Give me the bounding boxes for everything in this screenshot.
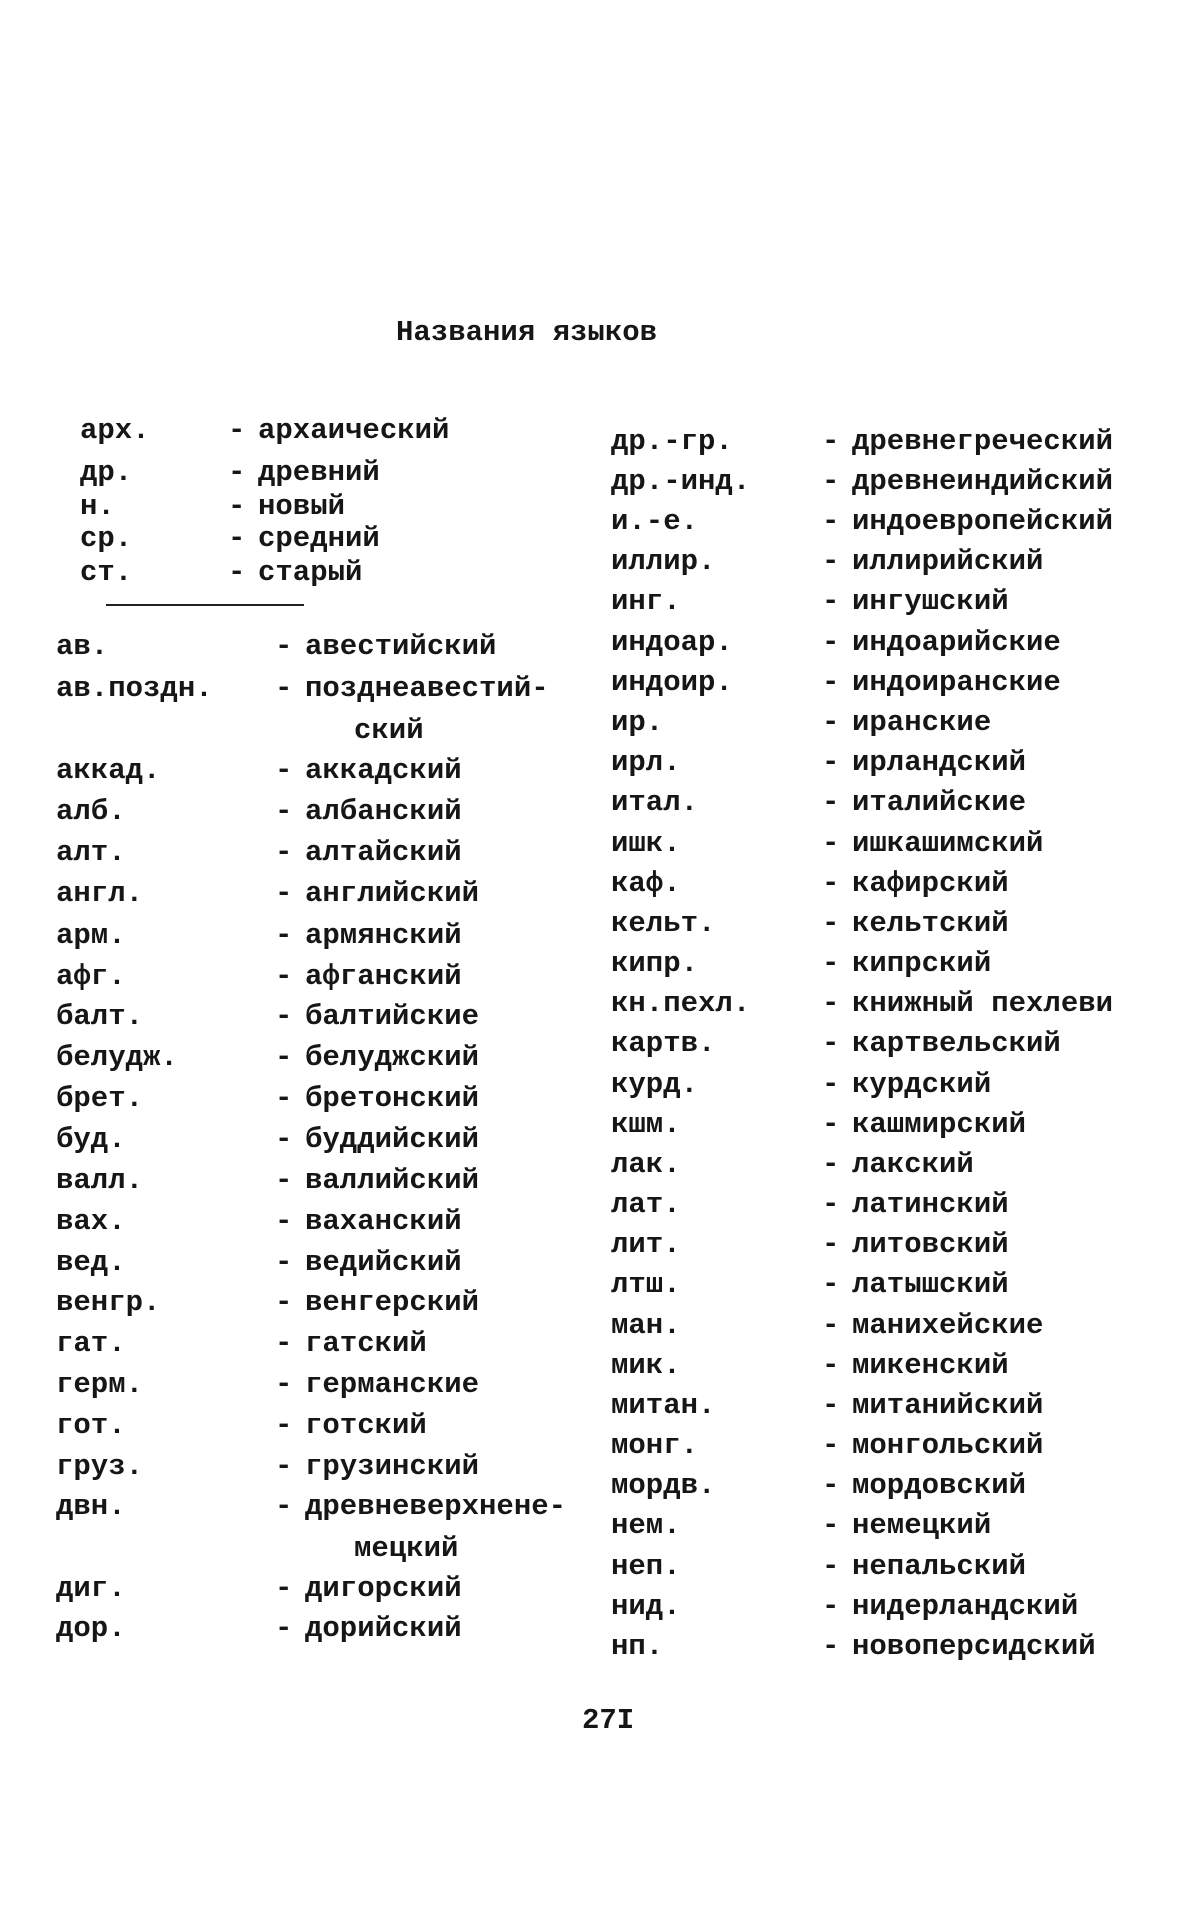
entry-dash: - (822, 1550, 840, 1583)
entry-abbreviation: ишк. (611, 827, 681, 860)
entry-abbreviation: валл. (56, 1164, 144, 1197)
entry-meaning: непальский (852, 1550, 1027, 1583)
entry-meaning: новоперсидский (852, 1630, 1096, 1663)
entry-meaning: дорийский (305, 1612, 462, 1645)
entry-abbreviation: буд. (56, 1123, 126, 1156)
entry-meaning: литовский (852, 1228, 1009, 1261)
page-number: 27I (582, 1704, 635, 1737)
entry-abbreviation: индоир. (611, 666, 733, 699)
entry-dash: - (822, 1309, 840, 1342)
entry-meaning: архаический (258, 414, 450, 447)
entry-dash: - (822, 1429, 840, 1462)
entry-abbreviation: арм. (56, 919, 126, 952)
entry-dash: - (275, 919, 293, 952)
entry-abbreviation: арх. (80, 414, 150, 447)
entry-meaning: буддийский (305, 1123, 480, 1156)
entry-abbreviation: картв. (611, 1027, 716, 1060)
entry-meaning: ваханский (305, 1205, 462, 1238)
entry-abbreviation: лтш. (611, 1268, 681, 1301)
entry-dash: - (275, 1041, 293, 1074)
entry-abbreviation: и.-е. (611, 505, 699, 538)
entry-dash: - (822, 1630, 840, 1663)
entry-meaning: ведийский (305, 1246, 462, 1279)
entry-dash: - (228, 490, 246, 523)
entry-abbreviation: мордв. (611, 1469, 716, 1502)
entry-dash: - (275, 1082, 293, 1115)
entry-meaning: балтийские (305, 1000, 480, 1033)
entry-dash: - (822, 786, 840, 819)
entry-meaning: грузинский (305, 1450, 480, 1483)
entry-dash: - (275, 795, 293, 828)
entry-dash: - (822, 867, 840, 900)
entry-meaning-continuation: ский (354, 714, 424, 747)
entry-abbreviation: ав.поздн. (56, 672, 213, 705)
entry-abbreviation: курд. (611, 1068, 699, 1101)
page-title: Названия языков (396, 316, 658, 349)
entry-abbreviation: ир. (611, 706, 664, 739)
entry-dash: - (822, 1268, 840, 1301)
entry-dash: - (822, 746, 840, 779)
entry-dash: - (275, 1123, 293, 1156)
entry-abbreviation: каф. (611, 867, 681, 900)
entry-meaning: древнеиндийский (852, 465, 1114, 498)
entry-dash: - (275, 1572, 293, 1605)
entry-abbreviation: афг. (56, 960, 126, 993)
entry-abbreviation: нид. (611, 1590, 681, 1623)
entry-abbreviation: неп. (611, 1550, 681, 1583)
entry-meaning: нидерландский (852, 1590, 1079, 1623)
entry-abbreviation: дор. (56, 1612, 126, 1645)
entry-meaning: ирландский (852, 746, 1027, 779)
entry-dash: - (275, 754, 293, 787)
entry-abbreviation: нп. (611, 1630, 664, 1663)
entry-meaning: древнегреческий (852, 425, 1114, 458)
entry-abbreviation: алт. (56, 836, 126, 869)
entry-meaning: индоиранские (852, 666, 1061, 699)
entry-abbreviation: брет. (56, 1082, 144, 1115)
entry-abbreviation: англ. (56, 877, 144, 910)
entry-dash: - (228, 556, 246, 589)
entry-dash: - (822, 1509, 840, 1542)
entry-meaning: древневерхнене- (305, 1490, 567, 1523)
entry-dash: - (275, 1205, 293, 1238)
entry-meaning: белуджский (305, 1041, 480, 1074)
divider-line (106, 604, 304, 606)
entry-meaning: латышский (852, 1268, 1009, 1301)
entry-dash: - (275, 1164, 293, 1197)
entry-abbreviation: герм. (56, 1368, 144, 1401)
entry-abbreviation: кшм. (611, 1108, 681, 1141)
entry-meaning: митанийский (852, 1389, 1044, 1422)
entry-abbreviation: митан. (611, 1389, 716, 1422)
entry-dash: - (822, 545, 840, 578)
entry-abbreviation: гот. (56, 1409, 126, 1442)
entry-meaning: манихейские (852, 1309, 1044, 1342)
entry-dash: - (275, 1409, 293, 1442)
entry-abbreviation: кн.пехл. (611, 987, 751, 1020)
entry-dash: - (822, 465, 840, 498)
entry-meaning: картвельский (852, 1027, 1061, 1060)
entry-dash: - (822, 1108, 840, 1141)
entry-abbreviation: мик. (611, 1349, 681, 1382)
entry-abbreviation: ст. (80, 556, 133, 589)
entry-meaning: ингушский (852, 585, 1009, 618)
entry-dash: - (275, 1490, 293, 1523)
entry-meaning: гатский (305, 1327, 427, 1360)
entry-meaning: индоарийские (852, 626, 1061, 659)
entry-dash: - (275, 1368, 293, 1401)
entry-meaning: курдский (852, 1068, 992, 1101)
entry-meaning: монгольский (852, 1429, 1044, 1462)
entry-meaning: иранские (852, 706, 992, 739)
entry-abbreviation: груз. (56, 1450, 144, 1483)
entry-meaning: иллирийский (852, 545, 1044, 578)
entry-abbreviation: итал. (611, 786, 699, 819)
entry-meaning: аккадский (305, 754, 462, 787)
entry-meaning: индоевропейский (852, 505, 1114, 538)
entry-dash: - (822, 425, 840, 458)
entry-dash: - (822, 987, 840, 1020)
entry-meaning: алтайский (305, 836, 462, 869)
entry-abbreviation: лит. (611, 1228, 681, 1261)
entry-abbreviation: др.-гр. (611, 425, 733, 458)
entry-abbreviation: белудж. (56, 1041, 178, 1074)
entry-dash: - (275, 1612, 293, 1645)
entry-dash: - (228, 456, 246, 489)
entry-abbreviation: кельт. (611, 907, 716, 940)
entry-abbreviation: ав. (56, 630, 109, 663)
entry-abbreviation: ман. (611, 1309, 681, 1342)
entry-abbreviation: инг. (611, 585, 681, 618)
entry-dash: - (822, 505, 840, 538)
entry-dash: - (822, 1228, 840, 1261)
entry-abbreviation: диг. (56, 1572, 126, 1605)
entry-abbreviation: ирл. (611, 746, 681, 779)
entry-meaning: дигорский (305, 1572, 462, 1605)
entry-meaning: авестийский (305, 630, 497, 663)
entry-meaning: германские (305, 1368, 480, 1401)
entry-meaning: кафирский (852, 867, 1009, 900)
entry-meaning: новый (258, 490, 346, 523)
entry-dash: - (822, 1590, 840, 1623)
entry-meaning: валлийский (305, 1164, 480, 1197)
entry-dash: - (822, 1068, 840, 1101)
entry-abbreviation: кипр. (611, 947, 699, 980)
entry-meaning: кельтский (852, 907, 1009, 940)
entry-dash: - (822, 666, 840, 699)
entry-abbreviation: н. (80, 490, 115, 523)
entry-meaning: позднеавестий- (305, 672, 549, 705)
entry-dash: - (822, 1349, 840, 1382)
entry-meaning: старый (258, 556, 363, 589)
entry-abbreviation: венгр. (56, 1286, 161, 1319)
entry-dash: - (228, 522, 246, 555)
entry-meaning: ишкашимский (852, 827, 1044, 860)
entry-meaning: микенский (852, 1349, 1009, 1382)
entry-dash: - (822, 626, 840, 659)
entry-meaning: бретонский (305, 1082, 480, 1115)
entry-abbreviation: вед. (56, 1246, 126, 1279)
entry-abbreviation: вах. (56, 1205, 126, 1238)
entry-dash: - (275, 1286, 293, 1319)
entry-meaning: древний (258, 456, 380, 489)
entry-abbreviation: ср. (80, 522, 133, 555)
entry-dash: - (275, 630, 293, 663)
entry-abbreviation: лат. (611, 1188, 681, 1221)
entry-dash: - (275, 877, 293, 910)
entry-meaning: кипрский (852, 947, 992, 980)
entry-dash: - (822, 1188, 840, 1221)
entry-dash: - (822, 585, 840, 618)
entry-meaning-continuation: мецкий (354, 1532, 459, 1565)
entry-dash: - (822, 827, 840, 860)
entry-meaning: средний (258, 522, 380, 555)
entry-meaning: афганский (305, 960, 462, 993)
entry-meaning: италийские (852, 786, 1027, 819)
entry-dash: - (275, 1246, 293, 1279)
entry-meaning: готский (305, 1409, 427, 1442)
entry-meaning: латинский (852, 1188, 1009, 1221)
entry-dash: - (228, 414, 246, 447)
entry-abbreviation: нем. (611, 1509, 681, 1542)
entry-dash: - (822, 907, 840, 940)
entry-meaning: албанский (305, 795, 462, 828)
entry-abbreviation: алб. (56, 795, 126, 828)
entry-dash: - (275, 960, 293, 993)
entry-abbreviation: лак. (611, 1148, 681, 1181)
entry-abbreviation: балт. (56, 1000, 144, 1033)
entry-meaning: английский (305, 877, 480, 910)
entry-dash: - (275, 1327, 293, 1360)
entry-abbreviation: монг. (611, 1429, 699, 1462)
entry-meaning: немецкий (852, 1509, 992, 1542)
entry-abbreviation: двн. (56, 1490, 126, 1523)
entry-meaning: армянский (305, 919, 462, 952)
entry-dash: - (822, 1148, 840, 1181)
entry-abbreviation: гат. (56, 1327, 126, 1360)
entry-dash: - (822, 706, 840, 739)
entry-dash: - (275, 1450, 293, 1483)
entry-meaning: кашмирский (852, 1108, 1027, 1141)
entry-dash: - (822, 947, 840, 980)
entry-dash: - (822, 1027, 840, 1060)
entry-dash: - (822, 1469, 840, 1502)
entry-abbreviation: др. (80, 456, 133, 489)
entry-abbreviation: аккад. (56, 754, 161, 787)
entry-dash: - (275, 836, 293, 869)
entry-meaning: венгерский (305, 1286, 480, 1319)
entry-abbreviation: индоар. (611, 626, 733, 659)
entry-meaning: книжный пехлеви (852, 987, 1114, 1020)
entry-abbreviation: др.-инд. (611, 465, 751, 498)
entry-dash: - (275, 1000, 293, 1033)
entry-dash: - (822, 1389, 840, 1422)
entry-meaning: мордовский (852, 1469, 1027, 1502)
entry-abbreviation: иллир. (611, 545, 716, 578)
entry-dash: - (275, 672, 293, 705)
entry-meaning: лакский (852, 1148, 974, 1181)
